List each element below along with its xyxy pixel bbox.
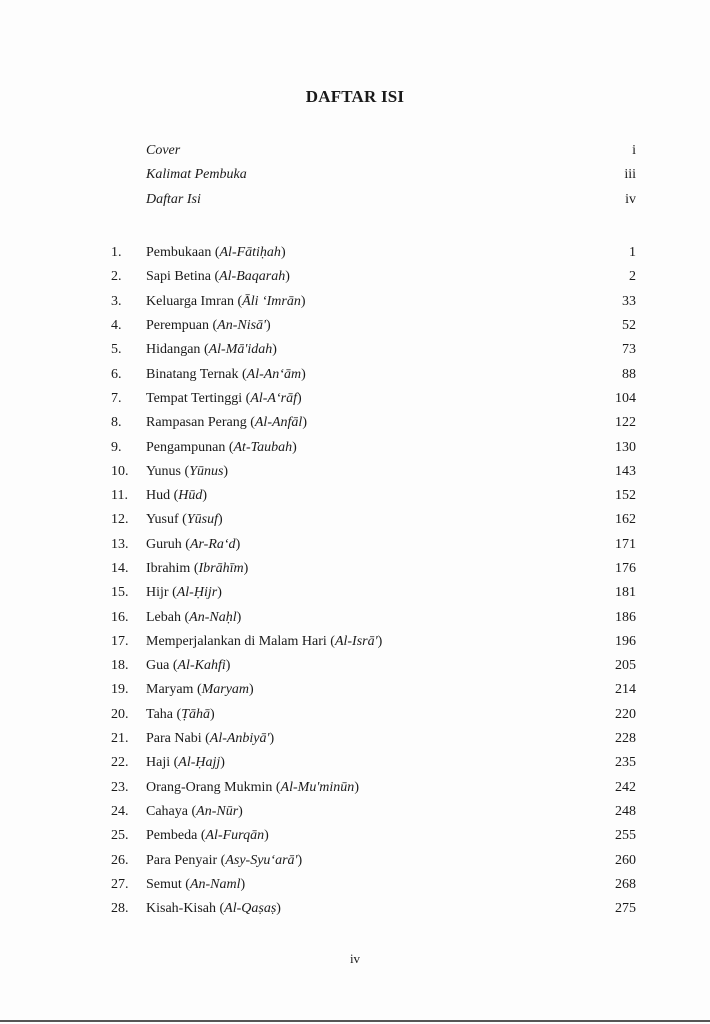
chapter-name: Hud (146, 488, 171, 504)
chapter-number: 16. (111, 609, 129, 625)
chapter-title: Kisah-Kisah (Al-Qaṣaṣ) (146, 901, 281, 917)
chapter-name: Binatang Ternak (146, 366, 239, 382)
front-matter-page: i (632, 143, 636, 159)
chapter-arabic-name: Asy-Syu‘arā' (225, 852, 298, 868)
chapter-row[interactable] (111, 241, 636, 265)
chapter-row[interactable] (111, 362, 636, 386)
chapter-row[interactable] (111, 581, 636, 605)
chapter-row[interactable] (111, 751, 636, 775)
chapter-number: 14. (111, 561, 129, 576)
chapter-title: Ibrahim (Ibrāhīm) (146, 561, 249, 576)
chapter-row[interactable] (111, 435, 636, 459)
chapter-title: Yusuf (Yūsuf) (146, 512, 223, 528)
chapter-arabic-name: An-Nisā' (217, 318, 267, 334)
chapter-name: Rampasan Perang (146, 415, 247, 431)
chapter-title: Yunus (Yūnus) (146, 463, 229, 479)
chapter-arabic-name: Al-Anfāl (254, 415, 303, 431)
front-matter-label: Cover (146, 143, 181, 159)
chapter-row[interactable] (111, 703, 636, 727)
chapter-page: 88 (622, 366, 636, 382)
chapter-name: Ibrahim (146, 561, 191, 576)
chapter-arabic-name: Al-Baqarah (219, 269, 286, 285)
chapter-title: Sapi Betina (Al-Baqarah) (146, 269, 290, 285)
bottom-edge-divider (0, 1020, 710, 1022)
chapter-title: Hidangan (Al-Mā'idah) (146, 342, 277, 358)
chapter-page: 171 (615, 536, 636, 552)
chapter-arabic-name: Al-Kahfi (177, 658, 226, 674)
chapter-page: 152 (615, 488, 636, 504)
chapter-name: Guruh (146, 536, 182, 552)
chapter-arabic-name: Al-Ḥijr (176, 585, 218, 601)
chapter-number: 19. (111, 682, 129, 698)
chapter-arabic-name: An-Naḥl (189, 609, 237, 625)
chapter-arabic-name: Maryam (201, 682, 250, 698)
chapter-title: Haji (Al-Ḥajj) (146, 755, 225, 771)
chapter-number: 10. (111, 463, 129, 479)
chapter-row[interactable] (111, 484, 636, 508)
chapter-page: 186 (615, 609, 636, 625)
chapter-list (111, 241, 636, 921)
chapter-arabic-name: Āli ‘Imrān (242, 293, 301, 309)
chapter-name: Maryam (146, 682, 194, 698)
chapter-row[interactable] (111, 678, 636, 702)
chapter-page: 130 (615, 439, 636, 455)
chapter-title: Memperjalankan di Malam Hari (Al-Isrā') (146, 633, 383, 649)
chapter-row[interactable] (111, 411, 636, 435)
chapter-title: Semut (An-Naml) (146, 876, 246, 892)
chapter-title: Perempuan (An-Nisā') (146, 318, 271, 334)
chapter-name: Pengampunan (146, 439, 226, 455)
chapter-arabic-name: Al-Furqān (205, 828, 265, 844)
chapter-title: Keluarga Imran (Āli ‘Imrān) (146, 293, 306, 309)
chapter-row[interactable] (111, 630, 636, 654)
chapter-page: 52 (622, 318, 636, 334)
chapter-page: 275 (615, 901, 636, 917)
chapter-name: Kisah-Kisah (146, 901, 216, 917)
chapter-row[interactable] (111, 314, 636, 338)
chapter-page: 143 (615, 463, 636, 479)
page-number-footer: iv (349, 951, 361, 966)
chapter-page: 122 (615, 415, 636, 431)
chapter-arabic-name: An-Nūr (196, 803, 239, 819)
chapter-arabic-name: Al-Fātiḥah (219, 245, 281, 261)
front-matter-label: Kalimat Pembuka (146, 167, 247, 183)
chapter-name: Para Nabi (146, 731, 202, 747)
chapter-title: Hud (Hūd) (146, 488, 208, 504)
chapter-number: 11. (111, 488, 128, 504)
chapter-name: Lebah (146, 609, 181, 625)
chapter-row[interactable] (111, 654, 636, 678)
chapter-number: 27. (111, 876, 129, 892)
chapter-name: Cahaya (146, 803, 188, 819)
chapter-row[interactable] (111, 338, 636, 362)
front-matter-row[interactable] (146, 163, 636, 187)
chapter-title: Guruh (Ar-Ra‘d) (146, 536, 241, 552)
chapter-title: Pembeda (Al-Furqān) (146, 828, 269, 844)
chapter-number: 28. (111, 901, 129, 917)
chapter-page: 162 (615, 512, 636, 528)
chapter-row[interactable] (111, 265, 636, 289)
chapter-number: 8. (111, 415, 122, 431)
chapter-title: Binatang Ternak (Al-An‘ām) (146, 366, 306, 382)
front-matter-label: Daftar Isi (146, 191, 201, 207)
chapter-number: 22. (111, 755, 129, 771)
front-matter-page: iii (624, 167, 636, 183)
chapter-title: Pembukaan (Al-Fātiḥah) (146, 245, 286, 261)
chapter-name: Semut (146, 876, 182, 892)
chapter-arabic-name: An-Naml (189, 876, 241, 892)
chapter-name: Para Penyair (146, 852, 218, 868)
chapter-name: Yunus (146, 463, 182, 479)
chapter-number: 4. (111, 318, 122, 334)
chapter-name: Orang-Orang Mukmin (146, 779, 273, 795)
chapter-number: 13. (111, 536, 129, 552)
chapter-page: 235 (615, 755, 636, 771)
chapter-row[interactable] (111, 557, 636, 581)
chapter-title: Orang-Orang Mukmin (Al-Mu'minūn) (146, 779, 359, 795)
chapter-row[interactable] (111, 460, 636, 484)
chapter-title: Taha (Ṭāhā) (146, 706, 215, 722)
chapter-arabic-name: Yūsuf (186, 512, 218, 528)
chapter-page: 2 (629, 269, 636, 285)
chapter-name: Gua (146, 658, 170, 674)
chapter-title: Pengampunan (At-Taubah) (146, 439, 297, 455)
chapter-title: Rampasan Perang (Al-Anfāl) (146, 415, 307, 431)
chapter-row[interactable] (111, 897, 636, 921)
chapter-row[interactable] (111, 508, 636, 532)
front-matter-row[interactable] (146, 139, 636, 163)
chapter-row[interactable] (111, 387, 636, 411)
chapter-page: 1 (629, 245, 636, 261)
chapter-number: 1. (111, 245, 122, 261)
front-matter-page: iv (625, 191, 636, 207)
chapter-page: 255 (615, 828, 636, 844)
chapter-page: 104 (615, 390, 636, 406)
chapter-arabic-name: At-Taubah (233, 439, 293, 455)
chapter-number: 6. (111, 366, 122, 382)
chapter-arabic-name: Al-Anbiyā' (209, 731, 270, 747)
chapter-row[interactable] (111, 873, 636, 897)
chapter-row[interactable] (111, 848, 636, 872)
chapter-name: Yusuf (146, 512, 179, 528)
chapter-name: Keluarga Imran (146, 293, 234, 309)
chapter-arabic-name: Al-A‘rāf (250, 390, 297, 406)
chapter-name: Sapi Betina (146, 269, 211, 285)
chapter-arabic-name: Al-Isrā' (334, 633, 378, 649)
chapter-page: 176 (615, 561, 636, 576)
chapter-page: 248 (615, 803, 636, 819)
chapter-name: Perempuan (146, 318, 209, 334)
chapter-number: 7. (111, 390, 122, 406)
chapter-number: 21. (111, 731, 129, 747)
chapter-row[interactable] (111, 605, 636, 629)
chapter-name: Pembukaan (146, 245, 212, 261)
chapter-row[interactable] (111, 290, 636, 314)
page-title: DAFTAR ISI (305, 87, 405, 106)
chapter-arabic-name: Al-Mā'idah (208, 342, 273, 358)
chapter-page: 228 (615, 731, 636, 747)
chapter-arabic-name: Ar-Ra‘d (189, 536, 236, 552)
chapter-name: Hidangan (146, 342, 201, 358)
chapter-number: 20. (111, 706, 129, 722)
chapter-number: 26. (111, 852, 129, 868)
chapter-number: 17. (111, 633, 129, 649)
chapter-name: Taha (146, 706, 174, 722)
chapter-number: 18. (111, 658, 129, 674)
chapter-title: Cahaya (An-Nūr) (146, 803, 243, 819)
chapter-arabic-name: Al-An‘ām (246, 366, 302, 382)
chapter-row[interactable] (111, 824, 636, 848)
chapter-name: Pembeda (146, 828, 198, 844)
chapter-page: 220 (615, 706, 636, 722)
chapter-page: 205 (615, 658, 636, 674)
chapter-title: Para Penyair (Asy-Syu‘arā') (146, 852, 303, 868)
chapter-arabic-name: Hūd (178, 488, 203, 504)
chapter-name: Haji (146, 755, 171, 771)
chapter-number: 15. (111, 585, 129, 601)
chapter-title: Lebah (An-Naḥl) (146, 609, 242, 625)
chapter-arabic-name: Al-Mu'minūn (280, 779, 355, 795)
chapter-number: 5. (111, 342, 122, 358)
chapter-page: 260 (615, 852, 636, 868)
chapter-page: 214 (615, 682, 636, 698)
chapter-title: Tempat Tertinggi (Al-A‘rāf) (146, 390, 302, 406)
chapter-name: Tempat Tertinggi (146, 390, 243, 406)
chapter-row[interactable] (111, 533, 636, 557)
chapter-number: 2. (111, 269, 122, 285)
chapter-page: 73 (622, 342, 636, 358)
chapter-title: Hijr (Al-Ḥijr) (146, 585, 222, 601)
chapter-row[interactable] (111, 727, 636, 751)
front-matter-list (146, 139, 636, 212)
chapter-name: Memperjalankan di Malam Hari (146, 633, 327, 649)
chapter-number: 12. (111, 512, 129, 528)
chapter-page: 33 (622, 293, 636, 309)
chapter-title: Para Nabi (Al-Anbiyā') (146, 731, 275, 747)
chapter-row[interactable] (111, 800, 636, 824)
chapter-page: 242 (615, 779, 636, 795)
chapter-name: Hijr (146, 585, 169, 601)
chapter-arabic-name: Ṭāhā (181, 706, 210, 722)
chapter-arabic-name: Al-Ḥajj (178, 755, 221, 771)
chapter-page: 196 (615, 633, 636, 649)
front-matter-row[interactable] (146, 188, 636, 212)
chapter-title: Maryam (Maryam) (146, 682, 254, 698)
chapter-arabic-name: Al-Qaṣaṣ (224, 901, 277, 917)
chapter-arabic-name: Ibrāhīm (198, 561, 244, 576)
chapter-number: 25. (111, 828, 129, 844)
chapter-number: 23. (111, 779, 129, 795)
chapter-number: 3. (111, 293, 122, 309)
chapter-arabic-name: Yūnus (189, 463, 224, 479)
chapter-number: 9. (111, 439, 122, 455)
chapter-row[interactable] (111, 776, 636, 800)
chapter-number: 24. (111, 803, 129, 819)
chapter-title: Gua (Al-Kahfi) (146, 658, 231, 674)
chapter-page: 181 (615, 585, 636, 601)
chapter-page: 268 (615, 876, 636, 892)
